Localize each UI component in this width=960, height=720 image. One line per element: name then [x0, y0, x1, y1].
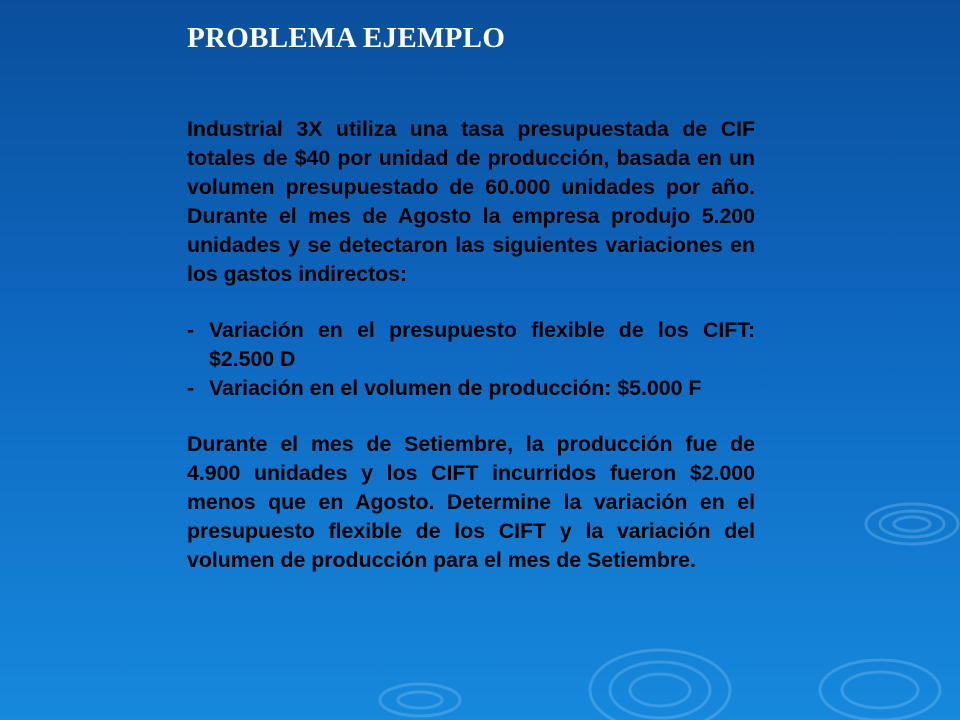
variation-item — [187, 316, 755, 374]
variation-text: Variación en el volumen de producción: $5.000 F — [209, 376, 702, 400]
bullet-dash: - — [187, 318, 195, 342]
variation-text: Variación en el presupuesto flexible de los CIFT: $2.500 D — [209, 318, 755, 371]
question-paragraph: Durante el mes de Setiembre, la producción fue de 4.900 unidades y los CIFT incurridos fueron $2.000 menos que en Agosto. Determine la variación en el presupuesto flexible de los CIFT y la variación del volumen de producción para el mes de Setiembre. — [187, 432, 755, 572]
variation-item — [187, 374, 755, 403]
intro-paragraph: Industrial 3X utiliza una tasa presupuestada de CIF totales de $40 por unidad de producción, basada en un volumen presupuestado de 60.000 unidades por año. Durante el mes de Agosto la empresa produjo 5.200 unidades y se detectaron las siguientes variaciones en los gastos indirectos: — [187, 117, 755, 286]
bullet-dash: - — [187, 376, 195, 400]
slide-title: PROBLEMA EJEMPLO — [187, 22, 506, 54]
problem-statement — [187, 115, 755, 575]
